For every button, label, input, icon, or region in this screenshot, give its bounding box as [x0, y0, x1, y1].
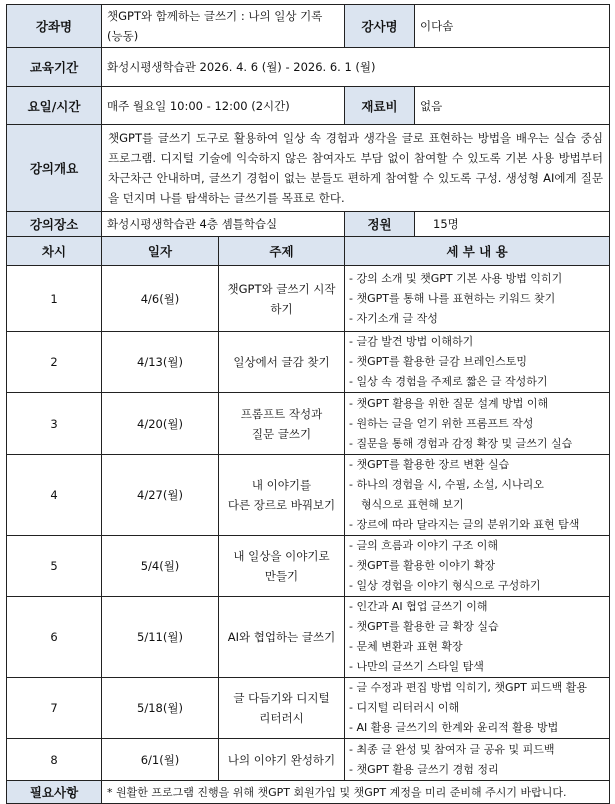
capacity-value: 15명: [415, 212, 610, 237]
overview-text: 챗GPT를 글쓰기 도구로 활용하여 일상 속 경험과 생각을 글로 표현하는 방법을 배우는 실습 중심 프로그램. 디지털 기술에 익숙하지 않은 참여자도 부담 없이 참여할 수 있도록 기본 사용 방법부터 차근차근 안내하며, 글쓰기 경험이 없는 분들도 편하게 참여할 수 있도록 구성. 생성형 AI에게 질문을 던지며 나를 탐색하는 글쓰기를 목표로 한다.: [102, 125, 610, 212]
session-detail-item: - 챗GPT 활용을 위한 질문 설계 방법 이해: [349, 396, 549, 410]
session-row: [7, 678, 610, 739]
session-detail-item: - 인간과 AI 협업 글쓰기 이해: [349, 600, 488, 613]
session-detail-item: - 챗GPT 활용 글쓰기 경험 정리: [349, 762, 499, 776]
session-details: [345, 455, 610, 536]
session-detail-item: - 챗GPT를 활용한 글 확장 실습: [349, 620, 499, 633]
course-name: 챗GPT와 함께하는 글쓰기 : 나의 일상 기록 (능동): [102, 5, 345, 48]
session-number: 8: [7, 739, 102, 781]
capacity-label: 정원: [345, 212, 415, 237]
day-time-value: 매주 월요일 10:00 - 12:00 (2시간): [102, 87, 345, 125]
session-row: [7, 739, 610, 781]
row-course: [7, 5, 610, 48]
course-label: 강좌명: [7, 5, 102, 48]
session-topic-line: 글 다듬기와 디지털: [233, 691, 330, 705]
session-detail-item: - AI 활용 글쓰기의 한계와 윤리적 활용 방법: [349, 721, 559, 734]
session-detail-item: - 글의 흐름과 이야기 구조 이해: [349, 539, 498, 552]
session-topic: [219, 597, 345, 678]
session-detail-item: - 자기소개 글 작성: [349, 311, 438, 325]
venue-value: 화성시평생학습관 4층 셈틀학습실: [102, 212, 345, 237]
session-header: 차시: [7, 237, 102, 266]
period-label: 교육기간: [7, 48, 102, 87]
overview-label: 강의개요: [7, 125, 102, 212]
session-detail-item: - 문체 변환과 표현 확장: [349, 640, 463, 653]
session-topic-line: 일상에서 글감 찾기: [233, 355, 330, 369]
session-topic: [219, 393, 345, 455]
material-value: 없음: [415, 87, 610, 125]
session-details: [345, 266, 610, 332]
session-date: 5/18(월): [102, 678, 219, 739]
instructor-label: 강사명: [345, 5, 415, 48]
session-topic: [219, 678, 345, 739]
session-details: [345, 678, 610, 739]
session-row: [7, 597, 610, 678]
session-topic-line: 만들기: [264, 569, 299, 583]
session-date: 5/11(월): [102, 597, 219, 678]
session-detail-item: - 장르에 따라 달라지는 글의 분위기와 표현 탐색: [349, 518, 580, 531]
session-topic-line: 프롬프트 작성과: [240, 406, 323, 421]
session-number: 1: [7, 266, 102, 332]
session-details: [345, 393, 610, 455]
session-topic: [219, 332, 345, 393]
session-details: [345, 536, 610, 597]
session-date: 6/1(월): [102, 739, 219, 781]
material-label: 재료비: [345, 87, 415, 125]
session-topic-line: 질문 글쓰기: [251, 426, 312, 441]
session-number: 3: [7, 393, 102, 455]
session-number: 2: [7, 332, 102, 393]
session-row: [7, 332, 610, 393]
session-topic-line: 내 일상을 이야기로: [233, 549, 330, 563]
session-detail-item: - 챗GPT를 활용한 글감 브레인스토밍: [349, 355, 527, 368]
topic-header: 주제: [219, 237, 345, 266]
row-venue: [7, 212, 610, 237]
session-details: [345, 739, 610, 781]
session-topic: [219, 266, 345, 332]
session-detail-item: - 일상 속 경험을 주제로 짧은 글 작성하기: [349, 375, 548, 388]
session-date: 4/27(월): [102, 455, 219, 536]
session-row: [7, 536, 610, 597]
session-detail-item: - 질문을 통해 경험과 감정 확장 및 글쓰기 실습: [349, 436, 573, 450]
day-time-label: 요일/시간: [7, 87, 102, 125]
session-detail-item: - 강의 소개 및 챗GPT 기본 사용 방법 익히기: [349, 271, 563, 285]
session-details: [345, 332, 610, 393]
session-row: [7, 266, 610, 332]
session-number: 6: [7, 597, 102, 678]
session-detail-item: - 원하는 글을 얻기 위한 프롬프트 작성: [349, 416, 534, 430]
session-date: 4/13(월): [102, 332, 219, 393]
venue-label: 강의장소: [7, 212, 102, 237]
session-detail-item: - 하나의 경험을 시, 수필, 소설, 시나리오: [349, 478, 544, 491]
session-detail-item: - 일상 경험을 이야기 형식으로 구성하기: [349, 579, 541, 592]
session-number: 4: [7, 455, 102, 536]
session-details: [345, 597, 610, 678]
requirements-text: * 원활한 프로그램 진행을 위해 챗GPT 회원가입 및 챗GPT 계정을 미리 준비해 주시기 바랍니다.: [102, 781, 610, 804]
session-topic-line: 챗GPT와 글쓰기 시작하기: [227, 281, 336, 316]
row-period: [7, 48, 610, 87]
session-number: 5: [7, 536, 102, 597]
session-detail-item: - 나만의 글쓰기 스타일 탐색: [349, 660, 484, 673]
instructor-name: 이다솜: [415, 5, 610, 48]
session-detail-item: - 글감 발견 방법 이해하기: [349, 335, 474, 348]
session-detail-item: - 최종 글 완성 및 참여자 글 공유 및 피드백: [349, 742, 555, 756]
session-row: [7, 455, 610, 536]
session-detail-item: - 글 수정과 편집 방법 익히기, 챗GPT 피드백 활용: [349, 681, 587, 694]
schedule-header-row: [7, 237, 610, 266]
session-topic-line: 리터러시: [259, 711, 304, 725]
row-day-time: [7, 87, 610, 125]
session-detail-item: - 챗GPT를 활용한 장르 변환 실습: [349, 458, 510, 471]
session-topic-line: 나의 이야기 완성하기: [227, 752, 336, 767]
details-header: 세 부 내 용: [345, 237, 610, 266]
session-detail-item: - 챗GPT를 통해 나를 표현하는 키워드 찾기: [349, 291, 556, 305]
requirements-row: [7, 781, 610, 804]
requirements-label: 필요사항: [7, 781, 102, 804]
session-topic-line: 내 이야기를: [251, 478, 312, 492]
session-detail-item: - 디지털 리터러시 이해: [349, 701, 460, 714]
date-header: 일자: [102, 237, 219, 266]
session-topic: [219, 739, 345, 781]
session-topic-line: 다른 장르로 바꿔보기: [227, 498, 336, 512]
session-topic: [219, 455, 345, 536]
session-date: 4/6(월): [102, 266, 219, 332]
session-row: [7, 393, 610, 455]
course-table: [6, 4, 610, 804]
session-number: 7: [7, 678, 102, 739]
row-overview: [7, 125, 610, 212]
session-topic: [219, 536, 345, 597]
session-topic-line: AI와 협업하는 글쓰기: [227, 630, 336, 644]
period-value: 화성시평생학습관 2026. 4. 6 (월) - 2026. 6. 1 (월): [102, 48, 610, 87]
session-date: 4/20(월): [102, 393, 219, 455]
session-detail-item: 형식으로 표현해 보기: [361, 498, 464, 511]
session-date: 5/4(월): [102, 536, 219, 597]
session-detail-item: - 챗GPT를 활용한 이야기 확장: [349, 559, 496, 572]
